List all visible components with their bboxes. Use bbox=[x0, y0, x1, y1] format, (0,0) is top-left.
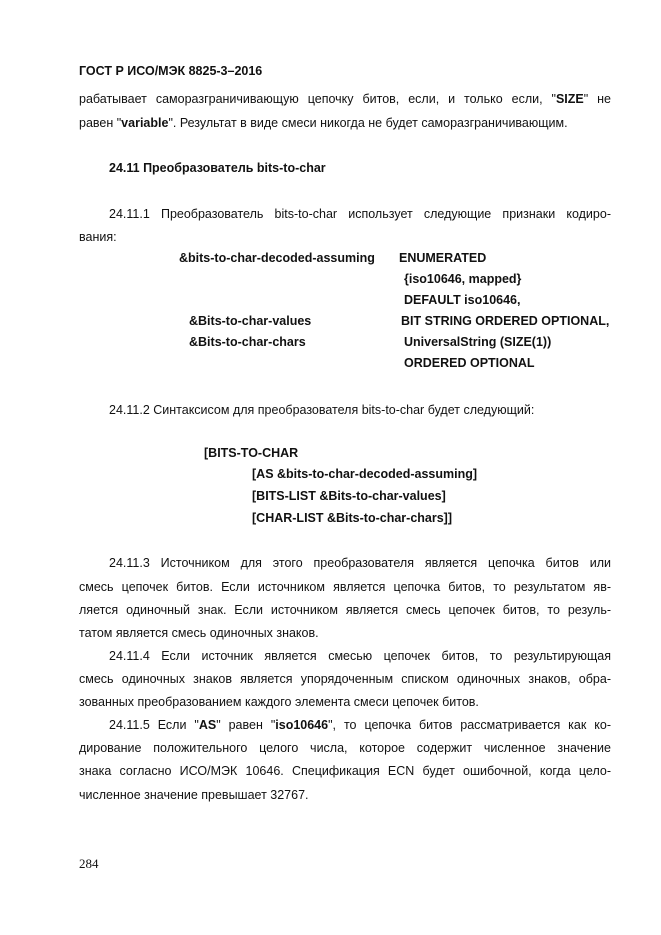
intro-line-1 bbox=[79, 92, 611, 106]
encoding-type-bit-string: BIT STRING ORDERED OPTIONAL, bbox=[401, 314, 610, 328]
intro-text: " не bbox=[583, 92, 611, 106]
encoding-ordered-optional: ORDERED OPTIONAL bbox=[404, 356, 535, 370]
encoding-name-decoded-assuming: &bits-to-char-decoded-assuming bbox=[179, 251, 375, 265]
p5-line-2: дирование положительного целого числа, которое содержит численное значение bbox=[79, 741, 611, 755]
p3-line-2: смесь цепочек битов. Если источником является цепочка битов, то результатом яв- bbox=[79, 580, 611, 594]
p5-line-1 bbox=[109, 718, 611, 732]
syntax-bits-to-char: [BITS-TO-CHAR bbox=[204, 446, 299, 460]
size-keyword: SIZE bbox=[555, 92, 584, 106]
p4-line-3: зованных преобразованием каждого элемента смеси цепочек битов. bbox=[79, 695, 479, 709]
encoding-default: DEFAULT iso10646, bbox=[404, 293, 521, 307]
intro-text: рабатывает саморазграничивающую цепочку битов, если, и только если, " bbox=[79, 92, 556, 106]
p5-text: " равен " bbox=[216, 718, 276, 732]
p1-line-1: 24.11.1 Преобразователь bits-to-char использует следующие признаки кодиро- bbox=[109, 207, 611, 221]
intro-text: ". Результат в виде смеси никогда не будет саморазграничивающим. bbox=[168, 116, 568, 130]
p5-line-3: знака согласно ИСО/МЭК 10646. Спецификация ECN будет ошибочной, когда цело- bbox=[79, 764, 611, 778]
p4-line-2: смесь одиночных знаков является упорядоченным списком одиночных знаков, обра- bbox=[79, 672, 611, 686]
page-number: 284 bbox=[79, 856, 99, 871]
section-title: 24.11 Преобразователь bits-to-char bbox=[109, 161, 326, 175]
p3-line-1: 24.11.3 Источником для этого преобразователя является цепочка битов или bbox=[109, 556, 611, 570]
p4-line-1: 24.11.4 Если источник является смесью цепочек битов, то результирующая bbox=[109, 649, 611, 663]
p5-line-4: численное значение превышает 32767. bbox=[79, 788, 309, 802]
p1-line-2: вания: bbox=[79, 230, 117, 244]
as-keyword: AS bbox=[198, 718, 217, 732]
p2-text: 24.11.2 Синтаксисом для преобразователя bits-to-char будет следующий: bbox=[109, 403, 535, 417]
p5-text: ", то цепочка битов рассматривается как ко- bbox=[328, 718, 611, 732]
iso10646-keyword: iso10646 bbox=[275, 718, 329, 732]
syntax-bits-list: [BITS-LIST &Bits-to-char-values] bbox=[252, 489, 446, 503]
syntax-as: [AS &bits-to-char-decoded-assuming] bbox=[252, 467, 478, 481]
encoding-name-values: &Bits-to-char-values bbox=[189, 314, 312, 328]
encoding-name-chars: &Bits-to-char-chars bbox=[189, 335, 306, 349]
p3-line-4: татом является смесь одиночных знаков. bbox=[79, 626, 319, 640]
intro-line-2 bbox=[79, 116, 568, 130]
encoding-enum-values: {iso10646, mapped} bbox=[404, 272, 522, 286]
document-header: ГОСТ Р ИСО/МЭК 8825-3–2016 bbox=[79, 64, 263, 78]
syntax-char-list: [CHAR-LIST &Bits-to-char-chars]] bbox=[252, 511, 452, 525]
encoding-type-enumerated: ENUMERATED bbox=[399, 251, 487, 265]
variable-keyword: variable bbox=[121, 116, 169, 130]
encoding-type-universal-string: UniversalString (SIZE(1)) bbox=[404, 335, 552, 349]
intro-text: равен " bbox=[79, 116, 122, 130]
p5-text: 24.11.5 Если " bbox=[109, 718, 199, 732]
p3-line-3: ляется одиночный знак. Если источником является смесь цепочек битов, то резуль- bbox=[79, 603, 611, 617]
